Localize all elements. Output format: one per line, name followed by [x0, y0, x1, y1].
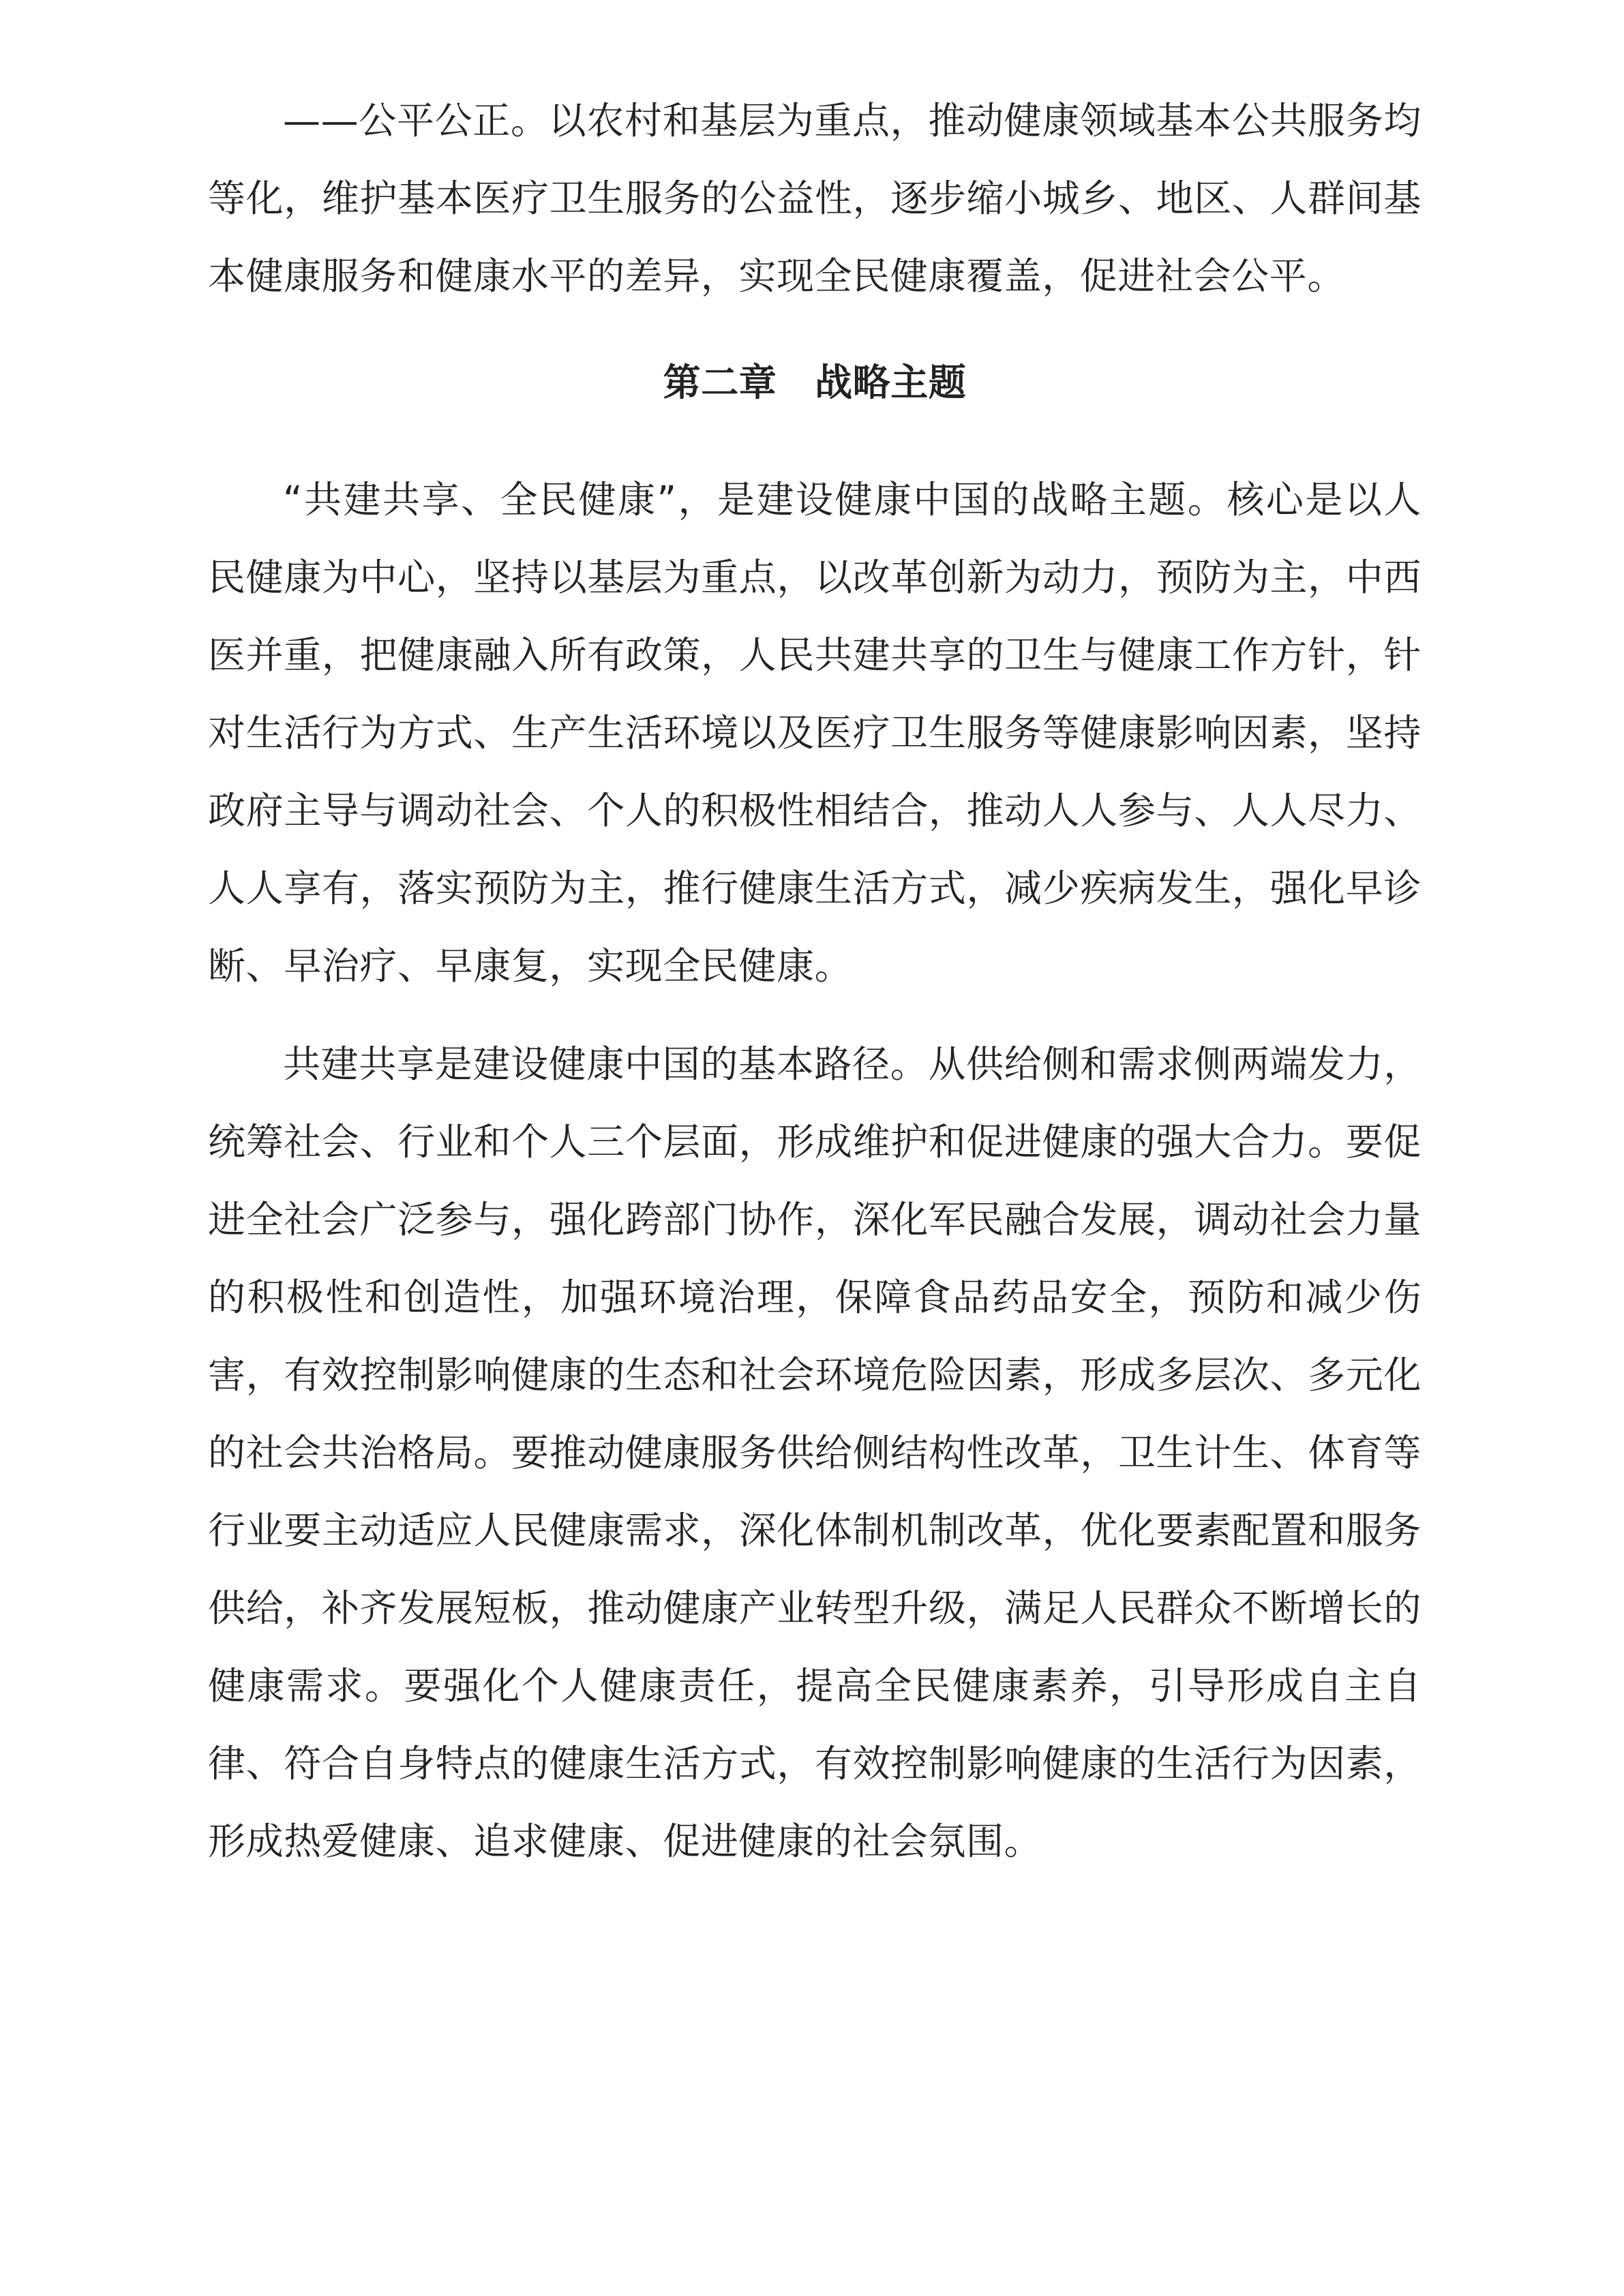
paragraph-fairness: ——公平公正。以农村和基层为重点，推动健康领域基本公共服务均等化，维护基本医疗卫生服务的公益性，逐步缩小城乡、地区、人群间基本健康服务和健康水平的差异，实现全民健康覆盖，促进社会公平。 [208, 99, 1422, 298]
chapter-heading: 第二章 战略主题 [663, 361, 967, 404]
document-body [208, 82, 1422, 1880]
paragraph-strategic-theme: “共建共享、全民健康”，是建设健康中国的战略主题。核心是以人民健康为中心，坚持以基层为重点，以改革创新为动力，预防为主，中西医并重，把健康融入所有政策，人民共建共享的卫生与健康工作方针，针对生活行为方式、生产生活环境以及医疗卫生服务等健康影响因素，坚持政府主导与调动社会、个人的积极性相结合，推动人人参与、人人尽力、人人享有，落实预防为主，推行健康生活方式，减少疾病发生，强化早诊断、早治疗、早康复，实现全民健康。 [208, 478, 1422, 988]
paragraph-basic-path: 共建共享是建设健康中国的基本路径。从供给侧和需求侧两端发力，统筹社会、行业和个人三个层面，形成维护和促进健康的强大合力。要促进全社会广泛参与，强化跨部门协作，深化军民融合发展，调动社会力量的积极性和创造性，加强环境治理，保障食品药品安全，预防和减少伤害，有效控制影响健康的生态和社会环境危险因素，形成多层次、多元化的社会共治格局。要推动健康服务供给侧结构性改革，卫生计生、体育等行业要主动适应人民健康需求，深化体制机制改革，优化要素配置和服务供给，补齐发展短板，推动健康产业转型升级，满足人民群众不断增长的健康需求。要强化个人健康责任，提高全民健康素养，引导形成自主自律、符合自身特点的健康生活方式，有效控制影响健康的生活行为因素，形成热爱健康、追求健康、促进健康的社会氛围。 [208, 1042, 1422, 1863]
